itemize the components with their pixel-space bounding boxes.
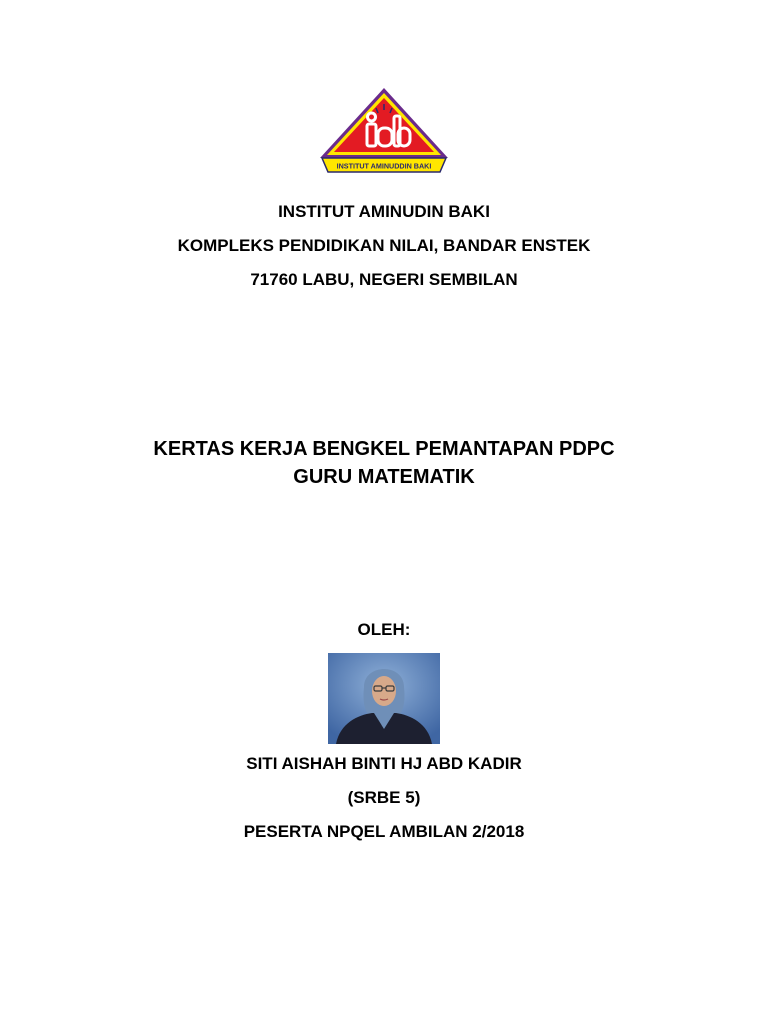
logo-banner-text: INSTITUT AMINUDDIN BAKI: [336, 161, 432, 171]
author-grade: (SRBE 5): [347, 788, 421, 807]
author-name: SITI AISHAH BINTI HJ ABD KADIR: [246, 754, 522, 773]
by-label: OLEH:: [357, 620, 411, 639]
institution-name: INSTITUT AMINUDIN BAKI: [278, 202, 490, 221]
document-title-line-2: GURU MATEMATIK: [293, 466, 475, 488]
author-participant: PESERTA NPQEL AMBILAN 2/2018: [243, 822, 525, 841]
author-photo: [328, 653, 440, 744]
institut-aminuddin-baki-logo: [318, 86, 450, 174]
address-line-1: KOMPLEKS PENDIDIKAN NILAI, BANDAR ENSTEK: [177, 236, 591, 255]
address-line-2: 71760 LABU, NEGERI SEMBILAN: [250, 270, 518, 289]
document-title-line-1: KERTAS KERJA BENGKEL PEMANTAPAN PDPC: [153, 438, 615, 460]
